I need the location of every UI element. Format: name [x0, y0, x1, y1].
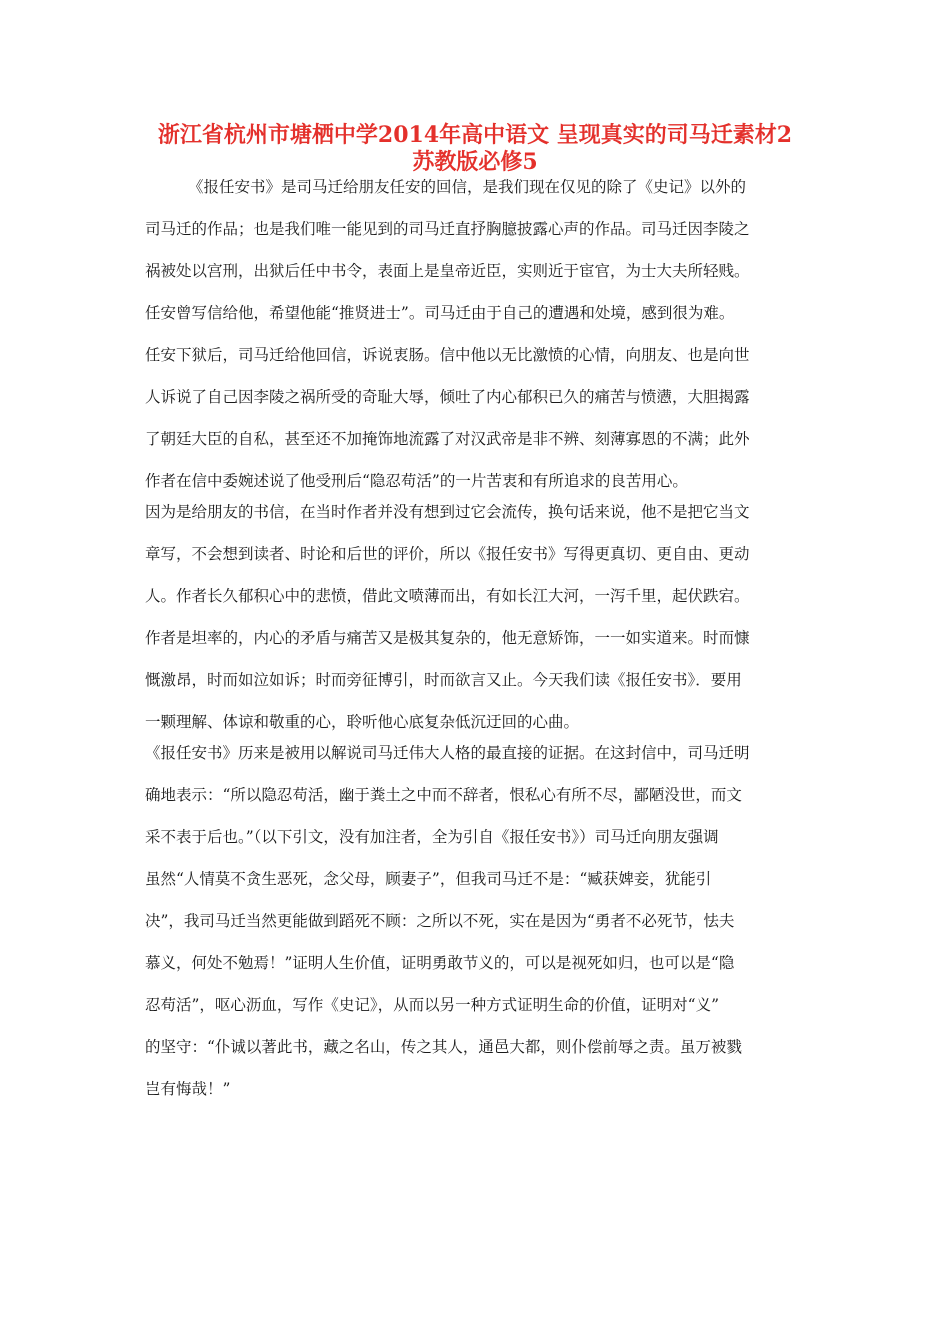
- text-line: 虽然“人情莫不贪生恶死，念父母，顾妻子”，但我司马迁不是：“臧获婢妾，犹能引: [145, 870, 712, 888]
- text-line: 《报任安书》历来是被用以解说司马迁伟大人格的最直接的证据。在这封信中，司马迁明: [145, 744, 750, 762]
- text-line: 章写，不会想到读者、时论和后世的评价，所以《报任安书》写得更真切、更自由、更动: [145, 545, 750, 563]
- title-line-1: 浙江省杭州市塘栖中学2014年高中语文 呈现真实的司马迁素材2: [157, 122, 793, 148]
- text-line: 一颗理解、体谅和敬重的心，聆听他心底复杂低沉迂回的心曲。: [145, 713, 580, 731]
- text-line: 采不表于后也。”（以下引文，没有加注者，全为引自《报任安书》）司马迁向朋友强调: [145, 828, 719, 846]
- text-line: 作者在信中委婉述说了他受刑后“隐忍苟活”的一片苦衷和有所追求的良苦用心。: [145, 472, 688, 490]
- paragraph-2: [145, 498, 810, 739]
- text-line: 任安下狱后，司马迁给他回信，诉说衷肠。信中他以无比激愤的心情，向朋友、也是向世: [145, 346, 750, 364]
- text-line: 岂有悔哉！”: [145, 1080, 231, 1098]
- text-line: 人。作者长久郁积心中的悲愤，借此文喷薄而出，有如长江大河，一泻千里，起伏跌宕。: [145, 587, 750, 605]
- text-line: 决”，我司马迁当然更能做到蹈死不顾：之所以不死，实在是因为“勇者不必死节，怯夫: [145, 912, 735, 930]
- text-line: 的坚守：“仆诚以著此书，藏之名山，传之其人，通邑大都，则仆偿前辱之责。虽万被戮: [145, 1038, 742, 1056]
- text-line: 了朝廷大臣的自私，甚至还不加掩饰地流露了对汉武帝是非不辨、刻薄寡恩的不满；此外: [145, 430, 750, 448]
- text-line: 任安曾写信给他，希望他能“推贤进士”。司马迁由于自己的遭遇和处境，感到很为难。: [145, 304, 735, 322]
- text-line: 人诉说了自己因李陵之祸所受的奇耻大辱，倾吐了内心郁积已久的痛苦与愤懑，大胆揭露: [145, 388, 750, 406]
- text-line: 忍苟活”，呕心沥血，写作《史记》，从而以另一种方式证明生命的价值，证明对“义”: [145, 996, 720, 1014]
- text-line: 祸被处以宫刑，出狱后任中书令，表面上是皇帝近臣，实则近于宦官，为士大夫所轻贱。: [145, 262, 750, 280]
- title-line-2: 苏教版必修5: [412, 149, 538, 175]
- document-body: [145, 173, 810, 1117]
- text-line: 作者是坦率的，内心的矛盾与痛苦又是极其复杂的，他无意矫饰，一一如实道来。时而慷: [145, 629, 750, 647]
- text-line: 因为是给朋友的书信，在当时作者并没有想到过它会流传，换句话来说，他不是把它当文: [145, 503, 750, 521]
- paragraph-3: [145, 739, 810, 1117]
- text-line: 确地表示：“所以隐忍苟活，幽于粪土之中而不辞者，恨私心有所不尽，鄙陋没世，而文: [145, 786, 742, 804]
- paragraph-1: [145, 173, 810, 498]
- document-title: [140, 122, 810, 176]
- text-line: 慨激昂，时而如泣如诉；时而旁征博引，时而欲言又止。今天我们读《报任安书》．要用: [145, 671, 742, 689]
- text-line: 慕义，何处不勉焉！”证明人生价值，证明勇敢节义的，可以是视死如归，也可以是“隐: [145, 954, 735, 972]
- text-line: 司马迁的作品；也是我们唯一能见到的司马迁直抒胸臆披露心声的作品。司马迁因李陵之: [145, 220, 750, 238]
- text-line: 《报任安书》是司马迁给朋友任安的回信，是我们现在仅见的除了《史记》以外的: [188, 178, 747, 196]
